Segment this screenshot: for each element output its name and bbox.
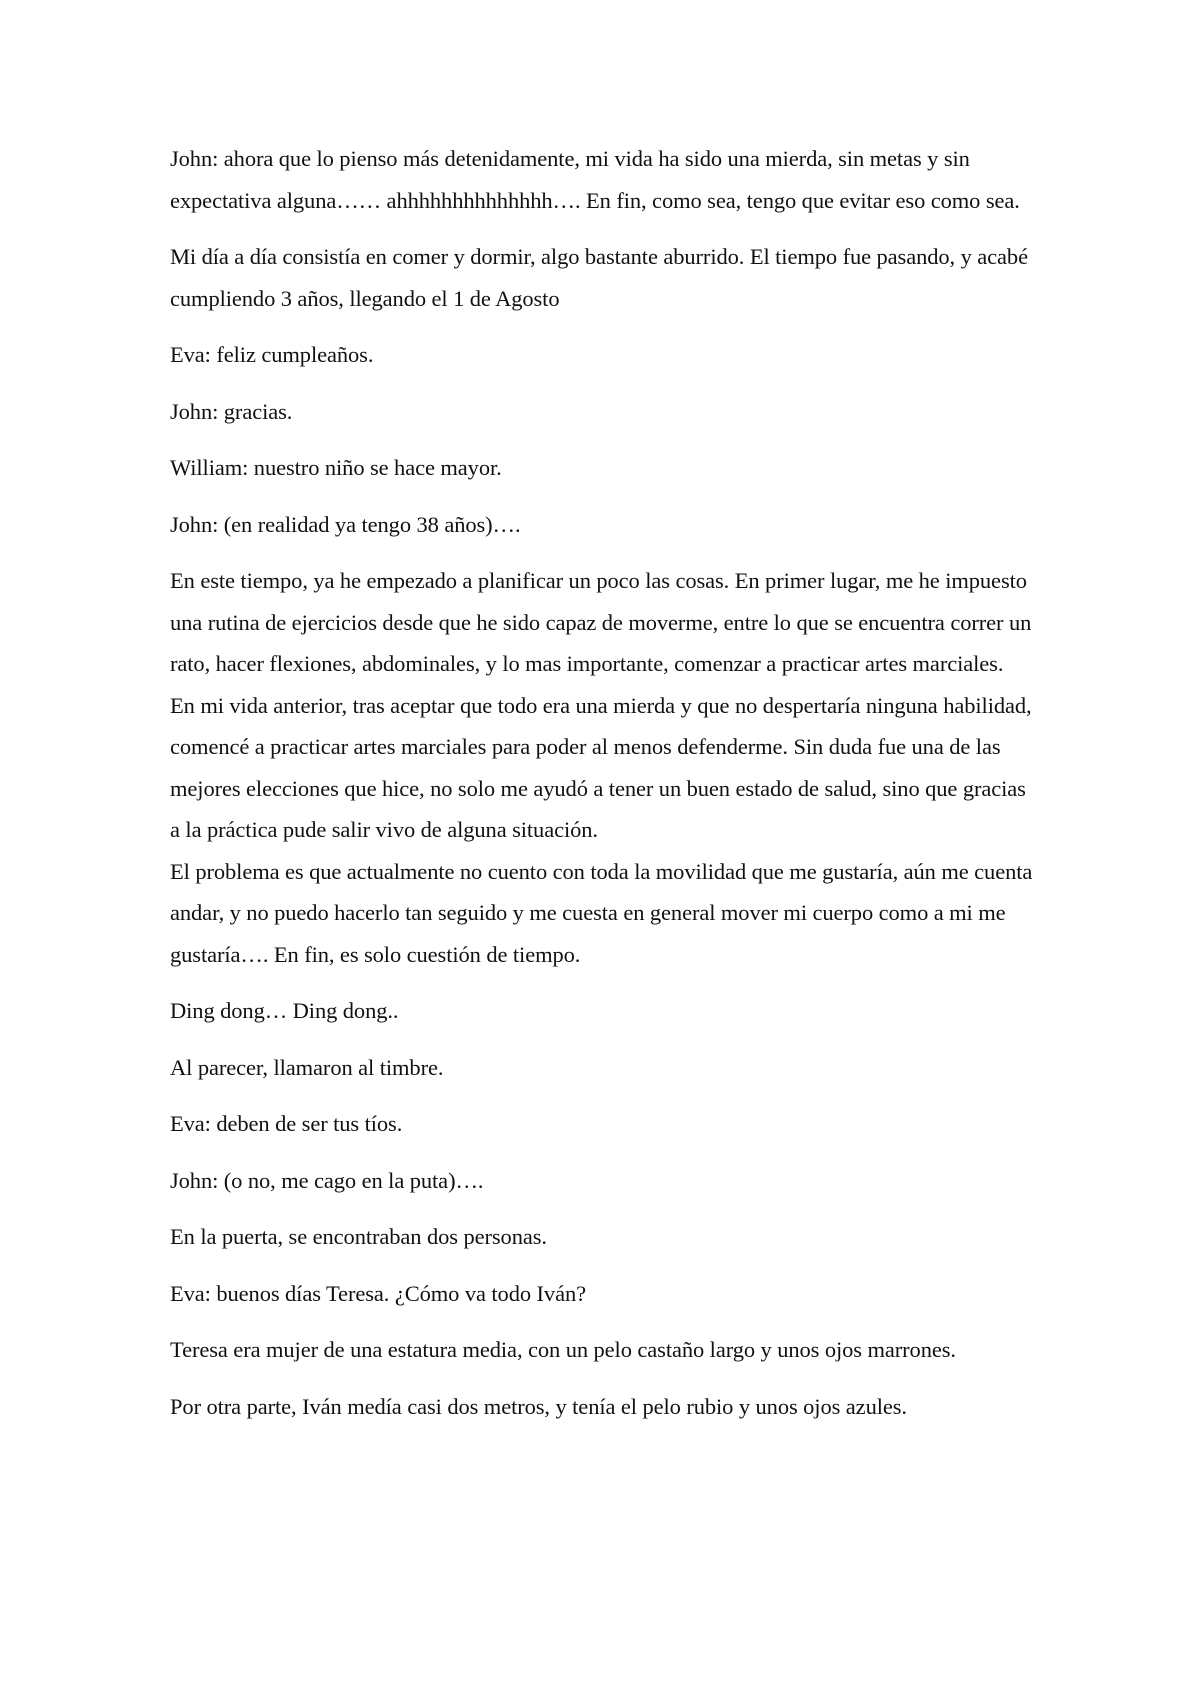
paragraph-ivan-description: Por otra parte, Iván medía casi dos metros, y tenía el pelo rubio y unos ojos azules.: [170, 1393, 907, 1419]
paragraph-door-people: En la puerta, se encontraban dos personas.: [170, 1224, 547, 1249]
paragraph-teresa-description: Teresa era mujer de una estatura media, con un pelo castaño largo y unos ojos marrones.: [170, 1337, 956, 1362]
paragraph-william: William: nuestro niño se hace mayor.: [170, 455, 502, 480]
paragraph-john-thanks: John: gracias.: [170, 398, 293, 424]
document-page: [170, 138, 1040, 1442]
paragraph-ding-dong: Ding dong… Ding dong..: [170, 998, 399, 1023]
paragraph-john-reflection: John: ahora que lo pienso más detenidamente, mi vida ha sido una mierda, sin metas y sin expectativa alguna…… ahhhhhhhhhhhhhh…. En fin, como sea, tengo que evitar eso como sea.: [170, 146, 1020, 213]
paragraph-eva-greeting: Eva: buenos días Teresa. ¿Cómo va todo Iván?: [170, 1280, 586, 1306]
paragraph-john-age: John: (en realidad ya tengo 38 años)….: [170, 511, 521, 537]
paragraph-eva-uncles: Eva: deben de ser tus tíos.: [170, 1111, 403, 1136]
paragraph-mobility-problem: El problema es que actualmente no cuento con toda la movilidad que me gustaría, aún me cuenta andar, y no puedo hacerlo tan seguido y me cuesta en general mover mi cuerpo como a mi me gustaría…. En fin, es solo cuestión de tiempo.: [170, 858, 1033, 967]
paragraph-doorbell: Al parecer, llamaron al timbre.: [170, 1054, 444, 1080]
paragraph-previous-life: En mi vida anterior, tras aceptar que todo era una mierda y que no despertaría ninguna habilidad, comencé a practicar artes marciales para poder al menos defenderme. Sin duda fue una de las mejores elecciones que hice, no solo me ayudó a tener un buen estado de salud, sino que gracias a la práctica pude salir vivo de alguna situación.: [170, 692, 1032, 842]
paragraph-eva-birthday: Eva: feliz cumpleaños.: [170, 342, 374, 367]
paragraph-daily-routine: Mi día a día consistía en comer y dormir, algo bastante aburrido. El tiempo fue pasando, y acabé cumpliendo 3 años, llegando el 1 de Agosto: [170, 244, 1028, 311]
paragraph-john-reaction: John: (o no, me cago en la puta)….: [170, 1167, 484, 1193]
paragraph-exercise-plan: En este tiempo, ya he empezado a planificar un poco las cosas. En primer lugar, me he impuesto una rutina de ejercicios desde que he sido capaz de moverme, entre lo que se encuentra correr un rato, hacer flexiones, abdominales, y lo mas importante, comenzar a practicar artes marciales.: [170, 568, 1032, 676]
